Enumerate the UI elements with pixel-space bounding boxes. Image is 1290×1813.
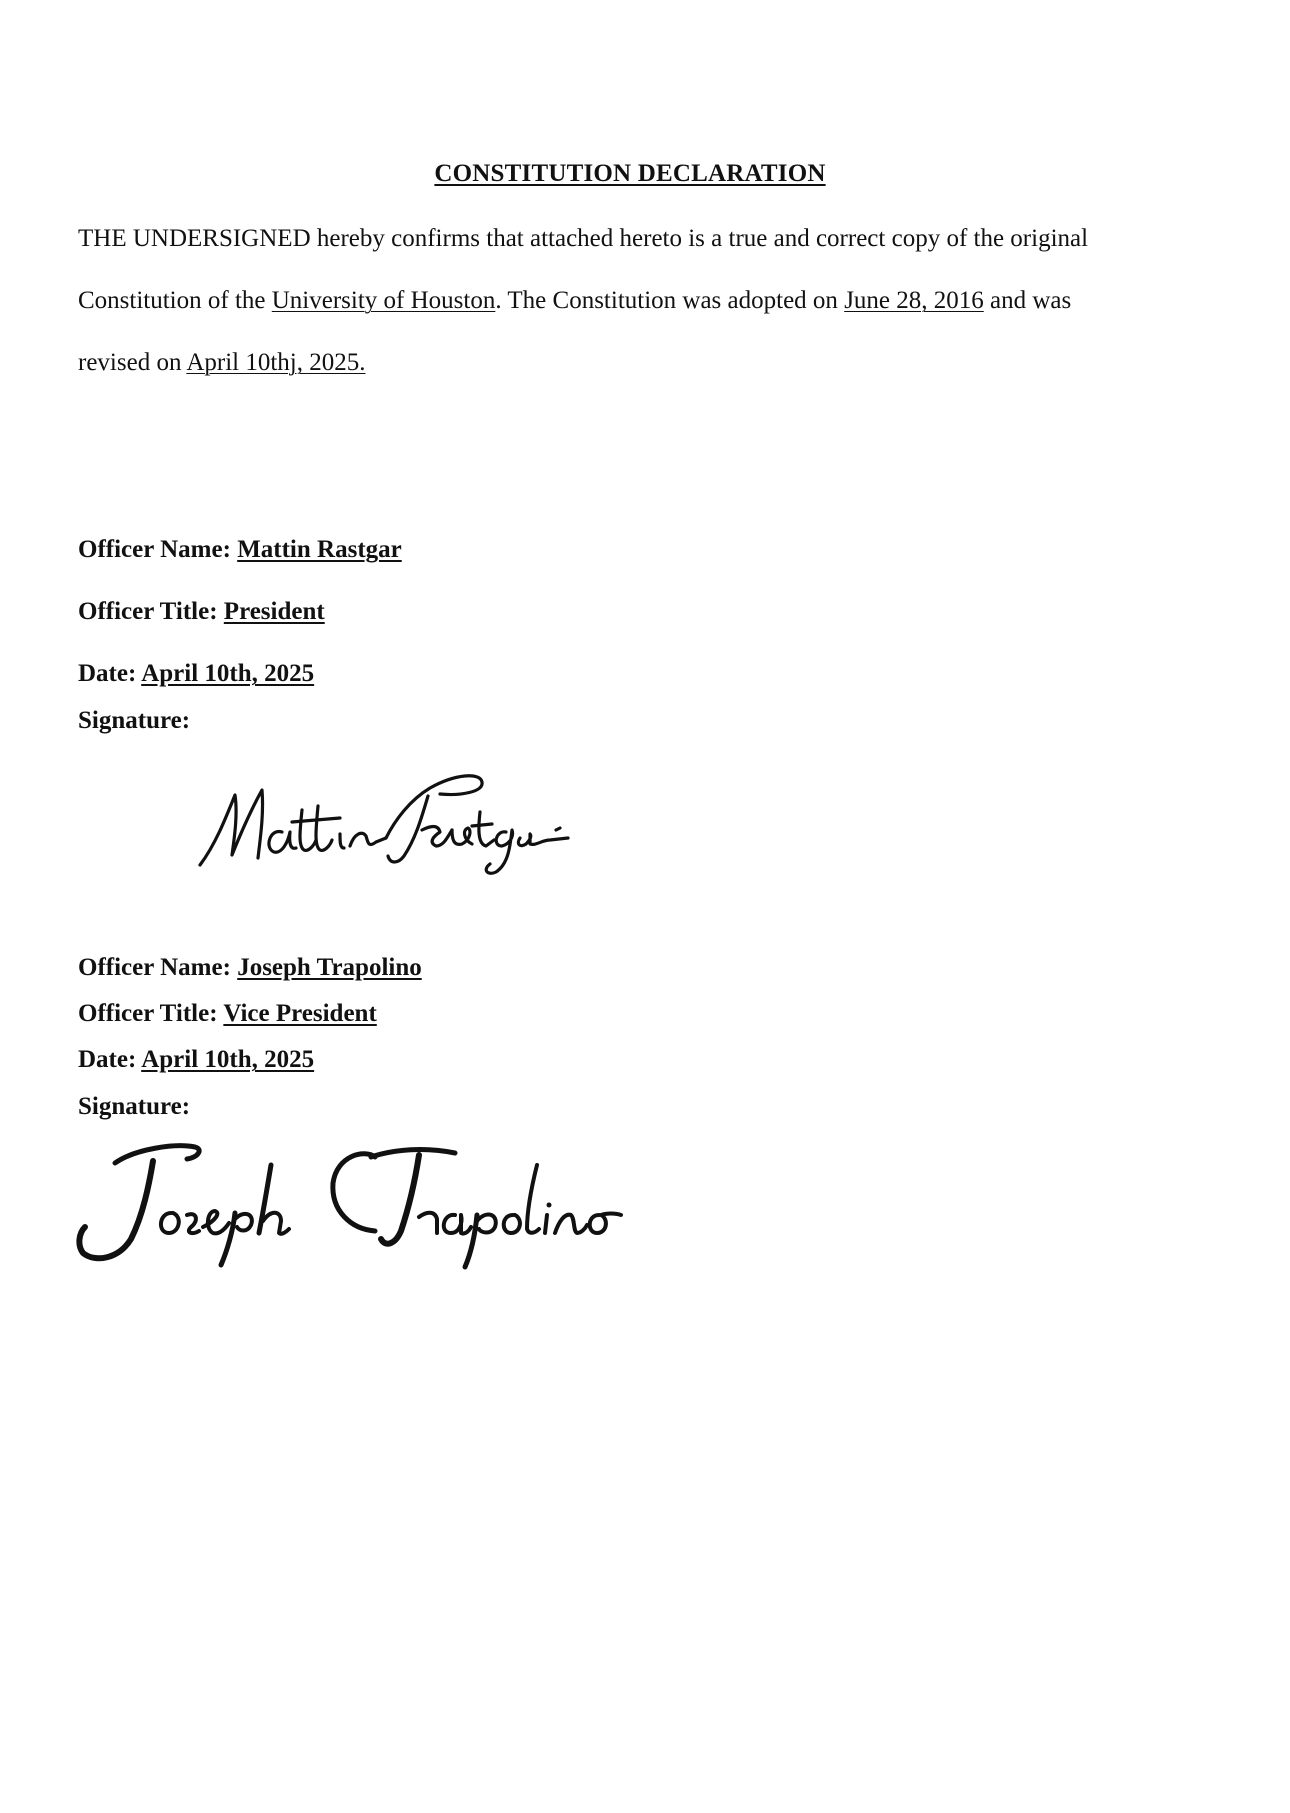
document-title: CONSTITUTION DECLARATION: [434, 160, 826, 187]
declaration-line-2: [78, 287, 1218, 315]
field-label: Date:: [78, 1046, 137, 1073]
officer-2-date-field: [78, 1046, 314, 1074]
officer-2-signature-image: [75, 1135, 645, 1275]
officer-1-name-field: [78, 536, 402, 564]
officer-2-signature-label: Signature:: [78, 1093, 191, 1120]
declaration-text: revised on: [78, 349, 187, 376]
officer-2-name-field: [78, 954, 422, 982]
officer-1-signature-label: Signature:: [78, 707, 191, 734]
field-label: Officer Title:: [78, 598, 218, 625]
declaration-text: and was: [983, 287, 1072, 314]
declaration-text: . The Constitution was adopted on: [495, 287, 845, 314]
officer-2-title: Vice President: [223, 1000, 377, 1027]
field-label: Date:: [78, 660, 137, 687]
officer-1-title-field: [78, 598, 325, 626]
officer-2-title-field: [78, 1000, 377, 1028]
officer-1-signature-image: [190, 760, 570, 880]
declaration-line-3: [78, 349, 1218, 377]
officer-1-name: Mattin Rastgar: [237, 536, 402, 563]
field-label: Officer Name:: [78, 954, 231, 981]
officer-1-date-field: [78, 660, 314, 688]
declaration-text: THE UNDERSIGNED hereby confirms that attached hereto is a true and correct copy of the original: [78, 225, 1089, 252]
field-label: Officer Title:: [78, 1000, 218, 1027]
revised-date: April 10thj, 2025.: [186, 349, 366, 376]
adopted-date: June 28, 2016: [844, 287, 984, 314]
declaration-text: Constitution of the: [78, 287, 272, 314]
field-label: Officer Name:: [78, 536, 231, 563]
university-name: University of Houston: [271, 287, 496, 314]
officer-2-name: Joseph Trapolino: [237, 954, 422, 981]
officer-2-date: April 10th, 2025: [141, 1046, 315, 1073]
officer-1-title: President: [223, 598, 325, 625]
officer-1-date: April 10th, 2025: [141, 660, 315, 687]
declaration-line-1: [78, 225, 1218, 253]
